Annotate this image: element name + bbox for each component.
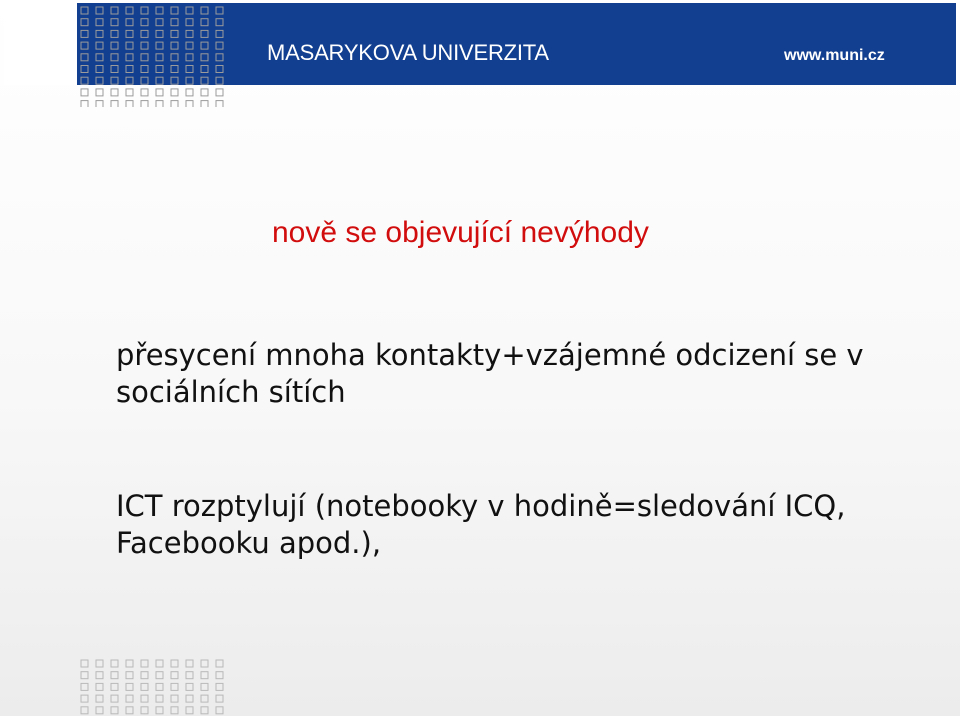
- bottom-grid-dot: [186, 672, 193, 679]
- top-grid-dot: [201, 30, 208, 37]
- slide-paragraph-1: [116, 337, 916, 411]
- slide-heading: nově se objevující nevýhody: [272, 216, 649, 249]
- top-grid-dot: [141, 42, 148, 49]
- top-grid-dot: [141, 101, 148, 107]
- top-grid-dot: [201, 77, 208, 84]
- top-grid-dot: [156, 7, 163, 14]
- top-grid-dot: [171, 101, 178, 107]
- bottom-grid-dot: [216, 695, 223, 702]
- bottom-grid-dot: [111, 683, 118, 690]
- bottom-grid-dot: [81, 672, 88, 679]
- paragraph-2-line-2: Facebooku apod.),: [116, 526, 382, 560]
- bottom-grid-dot: [126, 660, 133, 667]
- bottom-grid-dot: [201, 660, 208, 667]
- top-grid-dot: [171, 54, 178, 61]
- website-link[interactable]: www.muni.cz: [784, 47, 885, 64]
- top-grid-dot: [156, 77, 163, 84]
- bottom-grid-dot: [96, 672, 103, 679]
- bottom-grid-dot: [81, 695, 88, 702]
- top-grid-dot: [126, 19, 133, 26]
- top-grid-dot: [201, 7, 208, 14]
- top-grid-dot: [216, 89, 223, 96]
- top-grid-dot: [186, 77, 193, 84]
- top-grid-dot: [81, 30, 88, 37]
- top-grid-dot: [96, 54, 103, 61]
- bottom-grid-dot: [216, 660, 223, 667]
- top-grid-dot: [111, 7, 118, 14]
- bottom-grid-dot: [111, 707, 118, 714]
- top-grid-dot: [111, 66, 118, 73]
- bottom-grid-dot: [141, 707, 148, 714]
- top-grid-dot: [126, 66, 133, 73]
- top-grid-dot: [141, 7, 148, 14]
- top-grid-dot: [96, 89, 103, 96]
- bottom-grid-dot: [81, 683, 88, 690]
- top-grid-dot: [201, 42, 208, 49]
- bottom-grid-dot: [216, 672, 223, 679]
- top-grid-dot: [216, 30, 223, 37]
- top-grid-dot: [126, 101, 133, 107]
- top-grid-dot: [171, 89, 178, 96]
- bottom-grid-dot: [171, 695, 178, 702]
- top-grid-dot: [96, 77, 103, 84]
- top-grid-dot: [201, 54, 208, 61]
- top-grid-dot: [201, 89, 208, 96]
- top-grid-dot: [156, 101, 163, 107]
- top-grid-dot: [111, 42, 118, 49]
- top-grid-dot: [96, 7, 103, 14]
- bottom-grid-dot: [156, 695, 163, 702]
- top-grid-dot: [216, 42, 223, 49]
- top-grid-dot: [141, 66, 148, 73]
- bottom-grid-dot: [186, 660, 193, 667]
- top-grid-dot: [126, 30, 133, 37]
- bottom-grid-dot: [156, 660, 163, 667]
- dot-grid-bottom-svg: [78, 657, 228, 716]
- top-grid-dot: [216, 77, 223, 84]
- top-grid-dot: [156, 30, 163, 37]
- top-grid-dot: [81, 66, 88, 73]
- bottom-grid-dot: [126, 707, 133, 714]
- top-grid-dot: [216, 66, 223, 73]
- bottom-grid-dot: [111, 660, 118, 667]
- decorative-dot-grid-bottom: [78, 657, 228, 716]
- bottom-grid-dot: [141, 695, 148, 702]
- top-grid-dot: [126, 7, 133, 14]
- top-grid-dot: [216, 19, 223, 26]
- top-grid-dot: [141, 19, 148, 26]
- bottom-grid-dot: [141, 672, 148, 679]
- top-grid-dot: [81, 77, 88, 84]
- slide-paragraph-2: [116, 488, 916, 562]
- top-grid-dot: [171, 42, 178, 49]
- top-grid-dot: [111, 101, 118, 107]
- top-grid-dot: [201, 101, 208, 107]
- top-grid-dot: [171, 66, 178, 73]
- paragraph-1-line-2: sociálních sítích: [116, 375, 346, 409]
- top-grid-dot: [126, 77, 133, 84]
- bottom-grid-dot: [156, 707, 163, 714]
- top-grid-dot: [156, 42, 163, 49]
- bottom-grid-dot: [96, 707, 103, 714]
- top-grid-dot: [186, 7, 193, 14]
- top-grid-dot: [126, 42, 133, 49]
- top-grid-dot: [216, 7, 223, 14]
- dot-grid-top-svg: [78, 4, 228, 107]
- top-grid-dot: [186, 42, 193, 49]
- bottom-grid-dot: [126, 695, 133, 702]
- bottom-grid-dot: [111, 695, 118, 702]
- bottom-grid-dot: [216, 707, 223, 714]
- top-grid-dot: [156, 19, 163, 26]
- bottom-grid-dot: [141, 660, 148, 667]
- decorative-dot-grid-top: [78, 4, 228, 107]
- bottom-grid-dot: [201, 683, 208, 690]
- top-grid-dot: [216, 101, 223, 107]
- top-grid-dot: [186, 30, 193, 37]
- top-grid-dot: [171, 7, 178, 14]
- top-grid-dot: [156, 66, 163, 73]
- bottom-grid-dot: [186, 683, 193, 690]
- top-grid-dot: [81, 42, 88, 49]
- top-grid-dot: [141, 77, 148, 84]
- top-grid-dot: [201, 19, 208, 26]
- top-grid-dot: [141, 30, 148, 37]
- top-grid-dot: [186, 89, 193, 96]
- bottom-grid-dot: [141, 683, 148, 690]
- top-grid-dot: [96, 42, 103, 49]
- top-grid-dot: [186, 54, 193, 61]
- bottom-grid-dot: [126, 672, 133, 679]
- top-grid-dot: [81, 101, 88, 107]
- top-grid-dot: [141, 89, 148, 96]
- top-grid-dot: [96, 101, 103, 107]
- top-grid-dot: [186, 101, 193, 107]
- top-grid-dot: [111, 77, 118, 84]
- top-grid-dot: [186, 19, 193, 26]
- top-grid-dot: [171, 19, 178, 26]
- top-grid-dot: [111, 30, 118, 37]
- top-grid-dot: [141, 54, 148, 61]
- bottom-grid-dot: [201, 672, 208, 679]
- bottom-grid-dot: [171, 707, 178, 714]
- top-grid-dot: [81, 7, 88, 14]
- top-grid-dot: [171, 77, 178, 84]
- top-grid-dot: [81, 89, 88, 96]
- top-grid-dot: [81, 19, 88, 26]
- bottom-grid-dot: [156, 672, 163, 679]
- bottom-grid-dot: [186, 695, 193, 702]
- top-grid-dot: [126, 54, 133, 61]
- bottom-grid-dot: [216, 683, 223, 690]
- bottom-grid-dot: [186, 707, 193, 714]
- bottom-grid-dot: [201, 707, 208, 714]
- top-grid-dot: [96, 66, 103, 73]
- top-grid-dot: [156, 89, 163, 96]
- top-grid-dot: [96, 19, 103, 26]
- bottom-grid-dot: [96, 695, 103, 702]
- bottom-grid-dot: [96, 660, 103, 667]
- bottom-grid-dot: [81, 660, 88, 667]
- top-grid-dot: [216, 54, 223, 61]
- top-grid-dot: [81, 54, 88, 61]
- bottom-grid-dot: [156, 683, 163, 690]
- top-grid-dot: [201, 66, 208, 73]
- header-logo-area: [4, 3, 77, 85]
- bottom-grid-dot: [171, 660, 178, 667]
- bottom-grid-dot: [96, 683, 103, 690]
- top-grid-dot: [96, 30, 103, 37]
- top-grid-dot: [156, 54, 163, 61]
- bottom-grid-dot: [201, 695, 208, 702]
- top-grid-dot: [186, 66, 193, 73]
- bottom-grid-dot: [171, 672, 178, 679]
- top-grid-dot: [171, 30, 178, 37]
- paragraph-2-line-1: ICT rozptylují (notebooky v hodině=sledování ICQ,: [116, 489, 846, 523]
- bottom-grid-dot: [171, 683, 178, 690]
- paragraph-1-line-1: přesycení mnoha kontakty+vzájemné odcizení se v: [116, 338, 864, 372]
- top-grid-dot: [111, 19, 118, 26]
- top-grid-dot: [111, 89, 118, 96]
- bottom-grid-dot: [111, 672, 118, 679]
- top-grid-dot: [126, 89, 133, 96]
- bottom-grid-dot: [81, 707, 88, 714]
- university-name: MASARYKOVA UNIVERZITA: [267, 40, 549, 65]
- bottom-grid-dot: [126, 683, 133, 690]
- top-grid-dot: [111, 54, 118, 61]
